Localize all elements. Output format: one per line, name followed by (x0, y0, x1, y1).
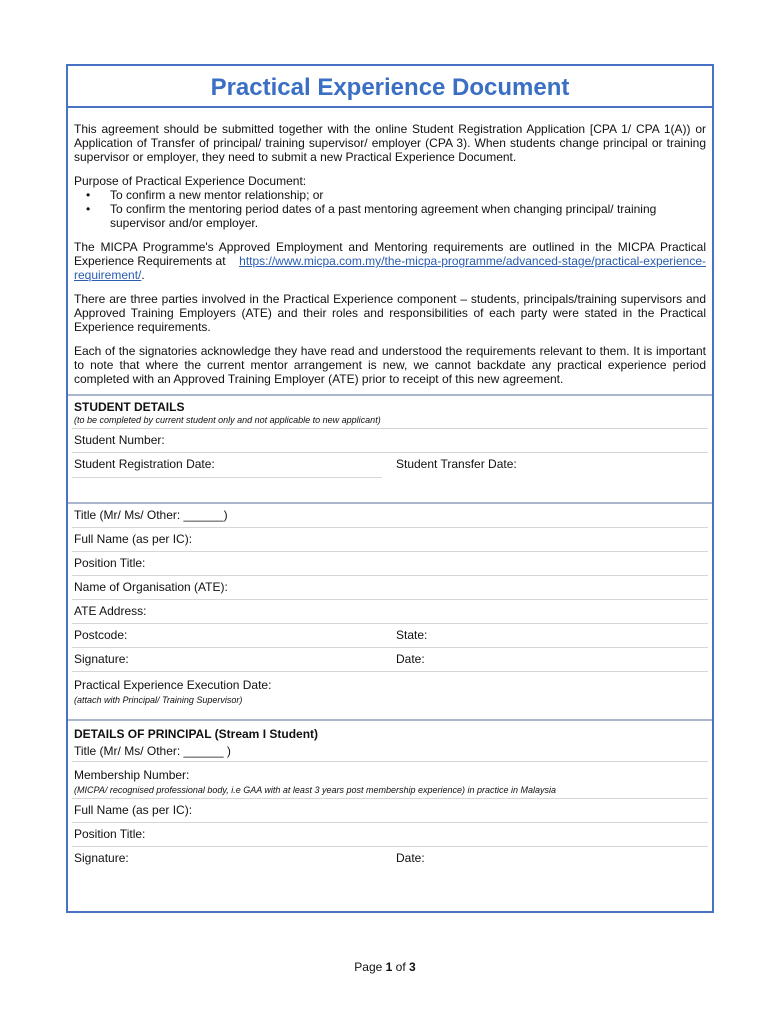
requirements-link[interactable]: https://www.micpa.com.my/the-micpa-programme/advanced-stage/practical-experience-requirement/ (74, 254, 706, 282)
supervisor-title-field[interactable]: Title (Mr/ Ms/ Other: ______) (74, 508, 228, 522)
supervisor-signature-field[interactable]: Signature: (74, 652, 129, 666)
form-frame (66, 64, 714, 913)
membership-number-field[interactable]: Membership Number: (74, 768, 190, 782)
supervisor-signature-row (68, 648, 712, 671)
purpose-item: • To confirm a new mentor relationship; or (86, 188, 324, 202)
intro-paragraph-5: Each of the signatories acknowledge they have read and understood the requirements relevant to them. It is important to note that where the current mentor arrangement is new, we cannot backdate any practical experience period completed with an Approved Training Employer (ATE) prior to receipt of this new agreement. (74, 344, 706, 386)
execution-date-note: (attach with Principal/ Training Supervisor) (74, 695, 243, 705)
transfer-date-field[interactable]: Student Transfer Date: (396, 457, 517, 471)
principal-position-field[interactable]: Position Title: (74, 827, 146, 841)
principal-signature-row (68, 847, 712, 870)
purpose-heading: Purpose of Practical Experience Document: (74, 174, 307, 188)
intro-paragraph-1: This agreement should be submitted together with the online Student Registration Application [CPA 1/ CPA 1(A)) or Application of Transfer of principal/ training supervisor/ employer (CPA 3). When students change principal or training supervisor or employer, they need to submit a new Practical Experience Document. (74, 122, 706, 164)
page-number: Page 1 of 3 (354, 960, 416, 974)
intro-section (68, 108, 712, 386)
supervisor-date-field[interactable]: Date: (396, 652, 425, 666)
principal-date-field[interactable]: Date: (396, 851, 425, 865)
student-section (68, 394, 712, 502)
execution-date-field[interactable]: Practical Experience Execution Date: (74, 678, 272, 692)
principal-full-name-field[interactable]: Full Name (as per IC): (74, 803, 193, 817)
student-note: (to be completed by current student only and not applicable to new applicant) (74, 415, 381, 425)
principal-section (68, 719, 712, 870)
ate-address-field[interactable]: ATE Address: (74, 604, 147, 618)
principal-title-field[interactable]: Title (Mr/ Ms/ Other: ______ ) (74, 744, 231, 758)
registration-date-field[interactable]: Student Registration Date: (74, 457, 215, 471)
principal-signature-field[interactable]: Signature: (74, 851, 129, 865)
student-number-field[interactable] (68, 429, 712, 452)
organisation-field[interactable]: Name of Organisation (ATE): (74, 580, 228, 594)
postcode-state-row (68, 624, 712, 647)
purpose-item: • To confirm the mentoring period dates of a past mentoring agreement when changing principal/ training supervisor and/or employer. (86, 202, 657, 230)
purpose-list (74, 188, 706, 230)
supervisor-section (68, 502, 712, 719)
document-title: Practical Experience Document (68, 66, 712, 108)
principal-heading: DETAILS OF PRINCIPAL (Stream I Student) (74, 727, 319, 741)
intro-paragraph-3: The MICPA Programme's Approved Employment and Mentoring requirements are outlined in the MICPA Practical Experience Requirements at https://www.micpa.com.my/the-micpa-programme/advanced-stage/practical-experience-requirement/. (74, 240, 706, 282)
intro-paragraph-4: There are three parties involved in the Practical Experience component – students, principals/training supervisors and Approved Training Employers (ATE) and their roles and responsibilities of each party were stated in the Practical Experience requirements. (74, 292, 706, 334)
supervisor-position-field[interactable]: Position Title: (74, 556, 146, 570)
state-field[interactable]: State: (396, 628, 428, 642)
postcode-field[interactable]: Postcode: (74, 628, 128, 642)
student-date-row (68, 453, 712, 477)
supervisor-full-name-field[interactable]: Full Name (as per IC): (74, 532, 193, 546)
student-heading: STUDENT DETAILS (74, 400, 185, 414)
membership-note: (MICPA/ recognised professional body, i.e GAA with at least 3 years post membership experience) in practice in Malaysia (74, 785, 557, 795)
student-number-label: Student Number: (74, 433, 165, 447)
